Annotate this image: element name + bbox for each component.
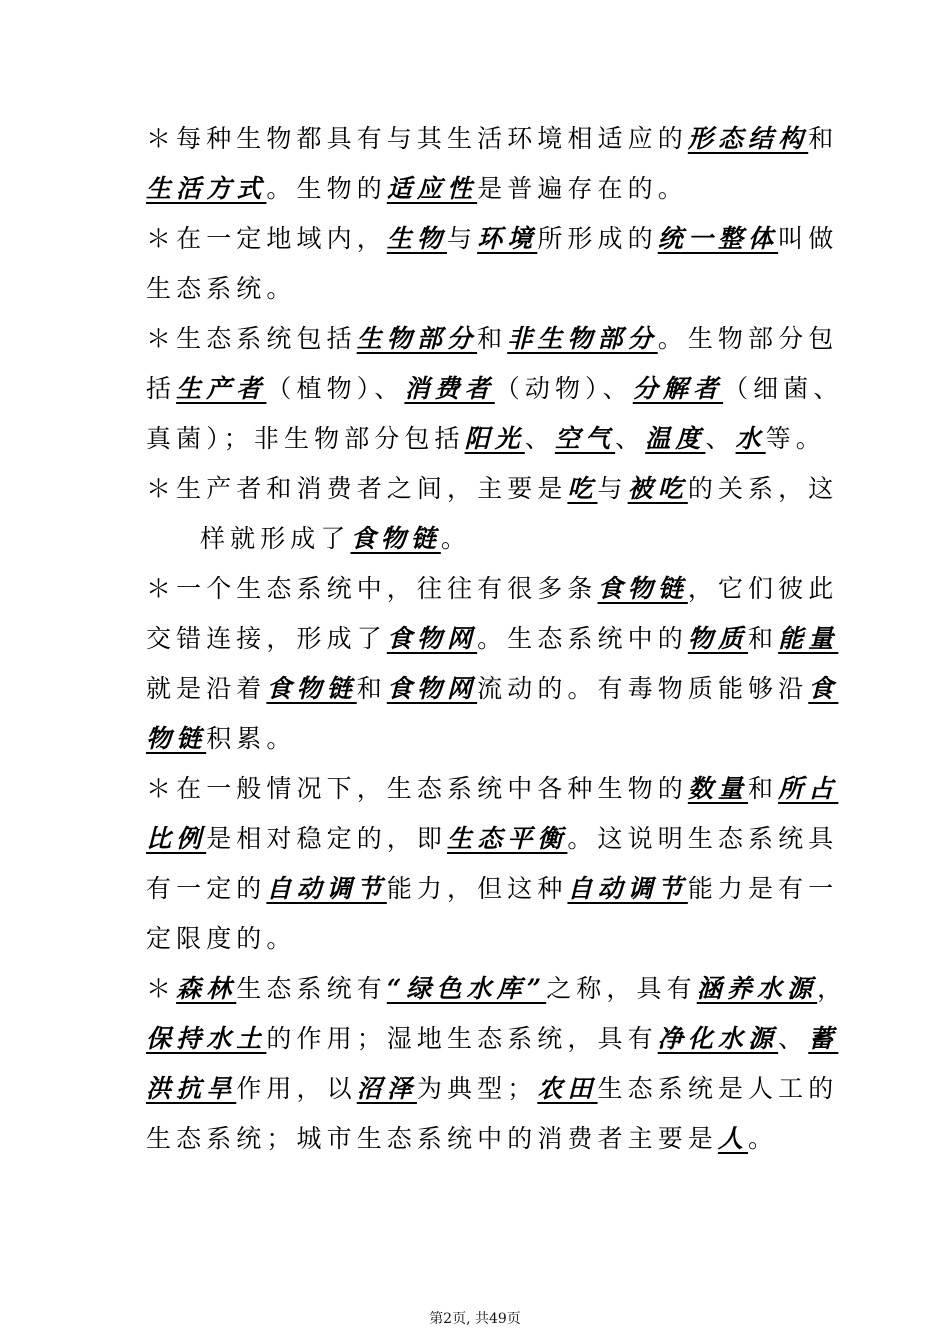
key-term: 农田 (537, 1074, 598, 1103)
text-line (146, 964, 848, 1014)
text-segment: 。生物的 (266, 174, 387, 203)
key-term: 食物链 (597, 574, 688, 603)
text-segment: 括 (146, 374, 177, 403)
text-line (200, 514, 870, 564)
text-segment: 等。 (765, 424, 826, 453)
text-segment: 是普遍存在的。 (477, 174, 688, 203)
page-footer: 第2页, 共49页 (429, 1311, 521, 1327)
key-term: 生物部分 (356, 324, 478, 353)
text-segment: ＊在一般情况下，生态系统中各种生物的 (146, 774, 688, 803)
key-term: 净化水源 (657, 1024, 779, 1053)
text-segment: 之称，具有 (546, 974, 697, 1003)
key-term: 适应性 (386, 174, 478, 203)
text-segment: 和 (808, 124, 839, 153)
key-term: 食物链 (266, 674, 357, 703)
key-term: 生产者 (176, 374, 267, 403)
key-term: 沼泽 (356, 1074, 417, 1103)
text-segment: ＊一个生态系统中，往往有很多条 (146, 574, 598, 603)
text-segment: 生态系统有 (236, 974, 387, 1003)
text-line (146, 114, 839, 164)
text-line (146, 564, 839, 614)
key-term: 水 (735, 424, 766, 453)
key-term: 所占 (778, 774, 839, 803)
key-term: 吃 (567, 474, 598, 503)
text-segment: 作用，以 (236, 1074, 357, 1103)
text-segment: 真菌）；非生物部分包括 (146, 424, 465, 453)
text-segment: 叫做 (778, 224, 839, 253)
text-line (146, 714, 816, 764)
text-line (146, 164, 816, 214)
text-segment: 。生态系统中的 (477, 624, 688, 653)
key-term: 被吃 (627, 474, 688, 503)
key-term: 生物 (386, 224, 448, 253)
text-segment: 、 (778, 1024, 809, 1053)
key-term: 非生物部分 (507, 324, 658, 353)
text-segment: 。 (748, 1124, 779, 1153)
text-segment: 就是沿着 (146, 674, 267, 703)
text-segment: 交错连接，形成了 (146, 624, 387, 653)
text-segment: 是相对稳定的，即 (206, 824, 448, 853)
text-line (146, 814, 839, 864)
text-segment: （细菌、 (723, 374, 844, 403)
text-segment: 积累。 (206, 724, 297, 753)
key-term: 空气 (554, 424, 616, 453)
text-segment: 。这说明生态系统具 (567, 824, 839, 853)
text-segment: 和 (748, 774, 779, 803)
text-segment: 的关系，这 (687, 474, 839, 503)
text-segment: 。 (440, 524, 471, 553)
text-segment: ，它们彼此 (687, 574, 839, 603)
key-term: “绿色水库” (386, 974, 547, 1003)
text-segment: 定限度的。 (146, 924, 297, 953)
text-line (146, 664, 839, 714)
text-segment: 所形成的 (537, 224, 658, 253)
text-segment: 。生物部分包 (657, 324, 839, 353)
key-term: 自动调节 (567, 874, 688, 903)
key-term: 分解者 (632, 374, 724, 403)
text-line (146, 314, 839, 364)
key-term: 生活方式 (146, 174, 267, 203)
text-line (146, 214, 839, 264)
key-term: 洪抗旱 (146, 1074, 237, 1103)
text-segment: ＊在一定地域内， (146, 224, 387, 253)
key-term: 形态结构 (687, 124, 809, 153)
text-line (146, 1064, 839, 1114)
text-segment: ， (817, 974, 848, 1003)
key-term: 食物网 (386, 674, 478, 703)
text-segment: 有一定的 (146, 874, 267, 903)
text-line (146, 1114, 816, 1164)
key-term: 能量 (778, 624, 839, 653)
text-segment: 、 (705, 424, 736, 453)
text-segment: 能力，但这种 (386, 874, 568, 903)
key-term: 比例 (146, 824, 207, 853)
key-term: 蓄 (808, 1024, 839, 1053)
key-term: 统一整体 (657, 224, 779, 253)
text-segment: ＊生态系统包括 (146, 324, 357, 353)
text-line (146, 614, 839, 664)
text-segment: 流动的。有毒物质能够沿 (477, 674, 809, 703)
key-term: 消费者 (404, 374, 495, 403)
key-term: 自动调节 (266, 874, 387, 903)
text-segment: 能力是有一 (687, 874, 839, 903)
text-segment: ＊每种生物都具有与其生活环境相适应的 (146, 124, 688, 153)
text-segment: ＊ (146, 974, 177, 1003)
text-segment: 的作用；湿地生态系统，具有 (266, 1024, 658, 1053)
key-term: 数量 (687, 774, 749, 803)
key-term: 物质 (687, 624, 749, 653)
key-term: 温度 (645, 424, 706, 453)
key-term: 生态平衡 (447, 824, 568, 853)
key-term: 食物链 (350, 524, 441, 553)
key-term: 物链 (146, 724, 207, 753)
key-term: 涵养水源 (696, 974, 818, 1003)
key-term: 食物网 (386, 624, 478, 653)
text-segment: 、 (524, 424, 555, 453)
text-segment: 与 (447, 224, 478, 253)
text-segment: 与 (597, 474, 628, 503)
text-line (146, 264, 816, 314)
key-term: 森林 (176, 974, 237, 1003)
text-segment: ＊生产者和消费者之间，主要是 (146, 474, 568, 503)
text-line (146, 864, 839, 914)
text-segment: 生态系统。 (146, 274, 297, 303)
text-segment: 样就形成了 (200, 524, 351, 553)
key-term: 人 (717, 1124, 749, 1153)
text-segment: 、 (615, 424, 646, 453)
key-term: 阳光 (464, 424, 525, 453)
text-segment: 和 (477, 324, 508, 353)
text-segment: 为典型； (416, 1074, 538, 1103)
text-line (146, 914, 816, 964)
text-segment: （植物）、 (266, 374, 405, 403)
text-line (146, 414, 826, 464)
text-segment: 和 (356, 674, 387, 703)
text-line (146, 364, 844, 414)
text-segment: （动物）、 (494, 374, 633, 403)
text-segment: 和 (748, 624, 779, 653)
key-term: 环境 (477, 224, 538, 253)
text-line (146, 1014, 839, 1064)
key-term: 保持水土 (146, 1024, 267, 1053)
text-line (146, 464, 839, 514)
text-segment: 生态系统是人工的 (597, 1074, 839, 1103)
text-segment: 生态系统；城市生态系统中的消费者主要是 (146, 1124, 718, 1153)
text-line (146, 764, 839, 814)
key-term: 食 (808, 674, 839, 703)
